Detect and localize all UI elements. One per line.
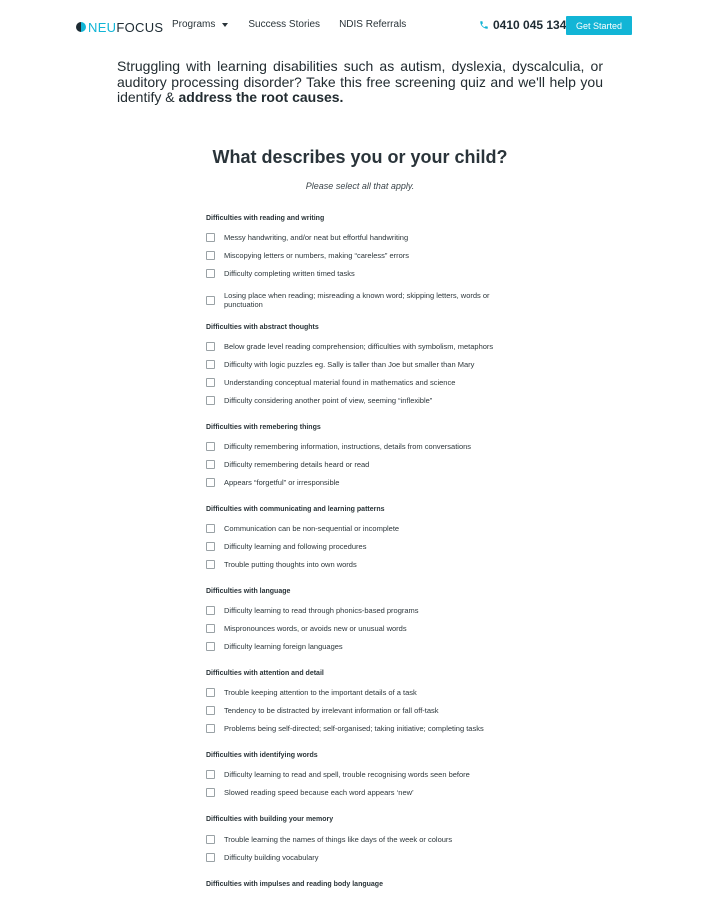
quiz-title: What describes you or your child?: [212, 147, 508, 167]
get-started-button[interactable]: Get Started: [566, 16, 632, 35]
section-heading: Difficulties with remebering things: [206, 424, 321, 431]
quiz-option[interactable]: [206, 770, 514, 779]
section-heading: Difficulties with reading and writing: [206, 215, 325, 222]
option-label: Mispronounces words, or avoids new or unusual words: [224, 624, 407, 633]
option-checkbox[interactable]: [206, 724, 215, 733]
option-label: Below grade level reading comprehension; difficulties with symbolism, metaphors: [224, 342, 494, 351]
site-header: [0, 0, 720, 52]
quiz-option[interactable]: [206, 560, 514, 569]
quiz-option[interactable]: [206, 442, 514, 451]
option-checkbox[interactable]: [206, 770, 215, 779]
quiz-subtitle: Please select all that apply.: [305, 181, 415, 191]
nav-success-stories-label: Success Stories: [248, 19, 321, 30]
quiz-option[interactable]: [206, 524, 514, 533]
quiz-option[interactable]: [206, 291, 514, 309]
option-label: Difficulty with logic puzzles eg. Sally is taller than Joe but smaller than Mary: [224, 360, 475, 369]
nav-ndis-referrals-label: NDIS Referrals: [339, 19, 407, 30]
quiz-option[interactable]: [206, 788, 514, 797]
option-checkbox[interactable]: [206, 296, 215, 305]
quiz-option[interactable]: [206, 624, 514, 633]
quiz-option[interactable]: [206, 724, 514, 733]
quiz-option[interactable]: [206, 269, 514, 278]
nav-programs-label: Programs: [172, 19, 216, 30]
option-label: Trouble keeping attention to the important details of a task: [224, 688, 417, 697]
option-checkbox[interactable]: [206, 442, 215, 451]
option-checkbox[interactable]: [206, 460, 215, 469]
option-checkbox[interactable]: [206, 396, 215, 405]
option-checkbox[interactable]: [206, 560, 215, 569]
option-checkbox[interactable]: [206, 606, 215, 615]
option-checkbox[interactable]: [206, 342, 215, 351]
quiz-option[interactable]: [206, 478, 514, 487]
quiz-option[interactable]: [206, 460, 514, 469]
phone-link[interactable]: [479, 18, 566, 32]
quiz-option[interactable]: [206, 378, 514, 387]
nav-programs[interactable]: [172, 19, 228, 30]
option-checkbox[interactable]: [206, 688, 215, 697]
quiz-option[interactable]: [206, 396, 514, 405]
option-label: Losing place when reading; misreading a known word; skipping letters, words or punctuation: [224, 291, 490, 309]
option-label: Tendency to be distracted by irrelevant information or fall off-task: [224, 706, 439, 715]
quiz-option[interactable]: [206, 542, 514, 551]
quiz-option[interactable]: [206, 688, 514, 697]
option-label: Communication can be non-sequential or incomplete: [224, 524, 400, 533]
option-checkbox[interactable]: [206, 378, 215, 387]
option-label: Slowed reading speed because each word appears ‘new’: [224, 788, 414, 797]
quiz-option[interactable]: [206, 251, 514, 260]
option-label: Messy handwriting, and/or neat but effortful handwriting: [224, 233, 409, 242]
quiz-option[interactable]: [206, 233, 514, 242]
section-heading: Difficulties with communicating and learning patterns: [206, 506, 385, 513]
option-checkbox[interactable]: [206, 524, 215, 533]
option-checkbox[interactable]: [206, 478, 215, 487]
option-label: Difficulty learning to read and spell, trouble recognising words seen before: [224, 770, 470, 779]
quiz-option[interactable]: [206, 835, 514, 844]
section-heading: Difficulties with attention and detail: [206, 670, 324, 677]
logo[interactable]: [76, 19, 163, 35]
caret-down-icon: [222, 23, 228, 27]
option-checkbox[interactable]: [206, 642, 215, 651]
nav-success-stories[interactable]: [248, 19, 320, 30]
option-label: Difficulty remembering information, instructions, details from conversations: [224, 442, 472, 451]
option-checkbox[interactable]: [206, 269, 215, 278]
phone-icon: [479, 20, 489, 30]
intro-text: [117, 59, 603, 106]
option-label: Appears “forgetful” or irresponsible: [224, 478, 340, 487]
option-label: Trouble putting thoughts into own words: [224, 560, 357, 569]
option-checkbox[interactable]: [206, 233, 215, 242]
section-heading: Difficulties with language: [206, 588, 291, 595]
option-checkbox[interactable]: [206, 706, 215, 715]
quiz-option[interactable]: [206, 706, 514, 715]
option-label: Trouble learning the names of things like days of the week or colours: [224, 835, 453, 844]
option-label: Difficulty learning to read through phonics-based programs: [224, 606, 419, 615]
option-checkbox[interactable]: [206, 542, 215, 551]
quiz-option[interactable]: [206, 342, 514, 351]
main-nav: [172, 19, 406, 30]
option-label: Difficulty remembering details heard or read: [224, 460, 370, 469]
phone-number: 0410 045 134: [493, 18, 567, 32]
option-label: Difficulty completing written timed tasks: [224, 269, 355, 278]
option-checkbox[interactable]: [206, 788, 215, 797]
option-label: Miscopying letters or numbers, making “careless” errors: [224, 251, 410, 260]
option-label: Difficulty building vocabulary: [224, 853, 319, 862]
section-heading: Difficulties with building your memory: [206, 816, 334, 823]
quiz-option[interactable]: [206, 642, 514, 651]
option-label: Difficulty considering another point of view, seeming “inflexible”: [224, 396, 433, 405]
intro-body: Struggling with learning disabilities such as autism, dyslexia, dyscalculia, or auditory processing disorder? Take this free screening quiz and we'll help you identify &: [117, 58, 603, 105]
option-checkbox[interactable]: [206, 624, 215, 633]
option-checkbox[interactable]: [206, 853, 215, 862]
quiz-option[interactable]: [206, 606, 514, 615]
quiz-option[interactable]: [206, 360, 514, 369]
option-label: Problems being self-directed; self-organised; taking initiative; completing tasks: [224, 724, 484, 733]
nav-ndis-referrals[interactable]: [339, 19, 406, 30]
option-label: Difficulty learning foreign languages: [224, 642, 343, 651]
option-label: Difficulty learning and following procedures: [224, 542, 367, 551]
section-heading: Difficulties with identifying words: [206, 752, 318, 759]
logo-mark-icon: [76, 22, 86, 32]
intro-bold: address the root causes.: [178, 89, 344, 105]
section-heading: Difficulties with impulses and reading body language: [206, 881, 383, 888]
quiz-option[interactable]: [206, 853, 514, 862]
option-label: Understanding conceptual material found in mathematics and science: [224, 378, 456, 387]
logo-neu: NEU: [88, 19, 117, 35]
option-checkbox[interactable]: [206, 835, 215, 844]
logo-focus: FOCUS: [116, 19, 164, 35]
section-heading: Difficulties with abstract thoughts: [206, 324, 319, 331]
option-checkbox[interactable]: [206, 360, 215, 369]
option-checkbox[interactable]: [206, 251, 215, 260]
